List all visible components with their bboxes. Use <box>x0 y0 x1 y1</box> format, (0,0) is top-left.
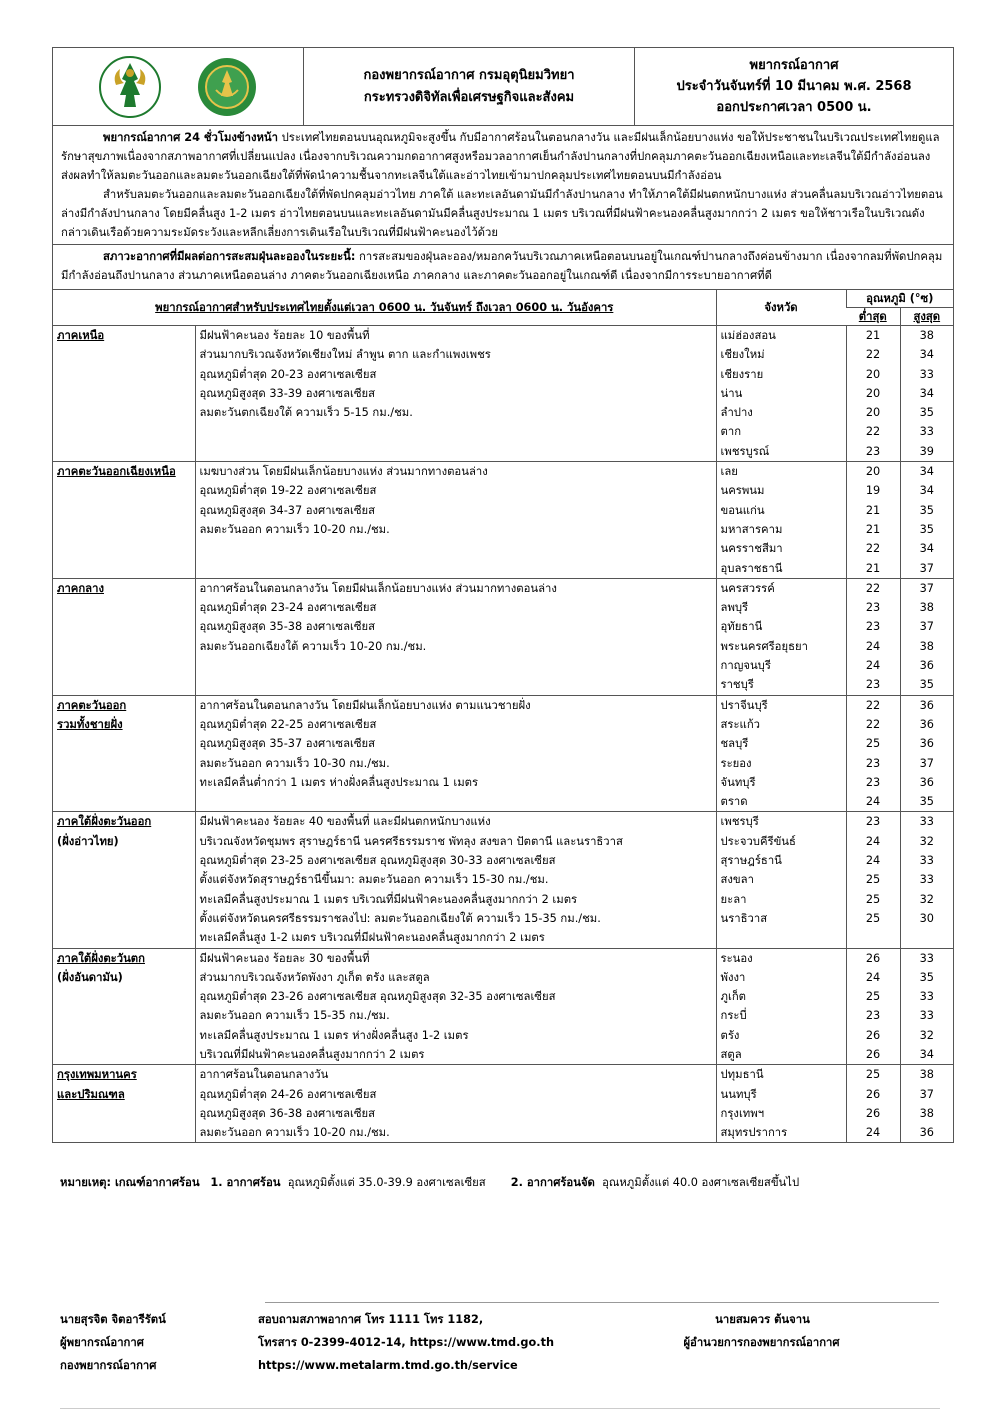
province-cell: สุราษฎร์ธานี <box>716 851 846 870</box>
province-cell: เลย <box>716 462 846 482</box>
table-title: พยากรณ์อากาศสำหรับประเทศไทยตั้งแต่เวลา 0600 น. วันจันทร์ ถึงเวลา 0600 น. วันอังคาร <box>53 290 716 326</box>
table-row <box>53 1104 953 1123</box>
forecast-line: อุณหภูมิต่ำสุด 20-23 องศาเซลเซียส <box>195 365 716 384</box>
director-title: ผู้อำนวยการกองพยากรณ์อากาศ <box>683 1336 840 1349</box>
min-temp-cell: 23 <box>846 442 900 462</box>
forecast-line: อุณหภูมิต่ำสุด 19-22 องศาเซลเซียส <box>195 481 716 500</box>
min-temp-cell: 22 <box>846 422 900 441</box>
min-temp-cell: 26 <box>846 948 900 968</box>
region-cell <box>53 501 195 520</box>
province-cell: ราชบุรี <box>716 675 846 695</box>
forecast-line: อุณหภูมิต่ำสุด 23-26 องศาเซลเซียส อุณหภูมิสูงสุด 32-35 องศาเซลเซียส <box>195 987 716 1006</box>
min-temp-cell: 21 <box>846 326 900 346</box>
max-temp-cell: 35 <box>900 501 953 520</box>
province-cell: ระยอง <box>716 754 846 773</box>
dust-text: การสะสมของฝุ่นละออง/หมอกควันบริเวณภาคเหนือตอนบนอยู่ในเกณฑ์ปานกลางถึงค่อนข้างมาก เนื่องจากลมที่พัดปกคลุมมีกำลังอ่อนถึงปานกลาง ส่วนภาคเหนือตอนล่าง ภาคตะวันออกเฉียงเหนือ ภาคกลาง และภาคตะวันออกอยู่ในเกณฑ์ดี เนื่องจากมีการระบายอากาศที่ดี <box>61 250 943 282</box>
province-cell: เชียงราย <box>716 365 846 384</box>
min-temp-cell: 20 <box>846 403 900 422</box>
region-name: ภาคตะวันออก <box>53 695 195 715</box>
region-cell <box>53 403 195 422</box>
forecast-line: ลมตะวันออก ความเร็ว 10-20 กม./ชม. <box>195 520 716 539</box>
table-row <box>53 403 953 422</box>
region-cell <box>53 1123 195 1142</box>
region-cell <box>53 656 195 675</box>
province-cell: สตูล <box>716 1045 846 1065</box>
table-row <box>53 345 953 364</box>
province-cell: ปราจีนบุรี <box>716 695 846 715</box>
table-row <box>53 832 953 851</box>
province-cell: ภูเก็ต <box>716 987 846 1006</box>
min-temp-cell: 23 <box>846 754 900 773</box>
director-name: นายสมควร ต้นจาน <box>715 1313 810 1326</box>
table-row <box>53 656 953 675</box>
region-name: (ฝั่งอันดามัน) <box>57 970 123 984</box>
max-temp-cell: 33 <box>900 870 953 889</box>
forecast-line: ตั้งแต่จังหวัดสุราษฎร์ธานีขึ้นมา: ลมตะวันออก ความเร็ว 15-30 กม./ชม. <box>195 870 716 889</box>
forecast-line: ส่วนมากบริเวณจังหวัดพังงา ภูเก็ต ตรัง และสตูล <box>195 968 716 987</box>
forecast-line <box>195 559 716 579</box>
region-cell <box>53 422 195 441</box>
max-temp-cell: 33 <box>900 1006 953 1025</box>
max-temp-cell: 35 <box>900 520 953 539</box>
province-cell: นครราชสีมา <box>716 539 846 558</box>
max-temp-cell: 38 <box>900 326 953 346</box>
forecast-line <box>195 675 716 695</box>
forecast-line: ลมตะวันออก ความเร็ว 15-35 กม./ชม. <box>195 1006 716 1025</box>
region-cell <box>53 870 195 889</box>
summary-text-1: ประเทศไทยตอนบนอุณหภูมิจะสูงขึ้น กับมีอากาศร้อนในตอนกลางวัน และมีฝนเล็กน้อยบางแห่ง ขอให้ประชาชนในบริเวณประเทศไทยดูแลรักษาสุขภาพเนื่องจากสภาพอากาศที่เปลี่ยนแปลง เนื่องจากบริเวณความกดอากาศสูงหรือมวลอากาศเย็นกำลังปานกลางที่ปกคลุมภาคตะวันออกเฉียงเหนือและทะเลจีนใต้มีกำลังอ่อนลง ส่งผลทำให้ลมตะวันออกและลมตะวันออกเฉียงใต้ที่พัดนำความชื้นจากทะเลจีนใต้และอ่าวไทยเข้ามาปกคลุมประเทศไทยตอนบนมีกำลังอ่อน <box>61 131 940 182</box>
province-cell: ลำปาง <box>716 403 846 422</box>
table-row <box>53 948 953 968</box>
province-cell: ตรัง <box>716 1026 846 1045</box>
min-temp-cell: 22 <box>846 578 900 598</box>
contact-alert-url[interactable]: https://www.metalarm.tmd.go.th/service <box>258 1359 518 1372</box>
min-temp-cell: 26 <box>846 1085 900 1104</box>
max-temp-cell: 34 <box>900 462 953 482</box>
max-temp-cell: 37 <box>900 617 953 636</box>
table-row <box>53 384 953 403</box>
province-cell: เพชรบุรี <box>716 812 846 832</box>
region-cell <box>53 928 195 948</box>
province-cell: กรุงเทพฯ <box>716 1104 846 1123</box>
contact-phone: สอบถามสภาพอากาศ โทร 1111 โทร 1182, <box>258 1313 484 1326</box>
province-header: จังหวัด <box>716 290 846 326</box>
region-cell <box>53 987 195 1006</box>
forecast-title: พยากรณ์อากาศ <box>749 58 839 73</box>
region-cell <box>53 1006 195 1025</box>
max-temp-cell: 36 <box>900 715 953 734</box>
province-cell: ยะลา <box>716 890 846 909</box>
forecast-line: เมฆบางส่วน โดยมีฝนเล็กน้อยบางแห่ง ส่วนมากทางตอนล่าง <box>195 462 716 482</box>
forecast-line: อุณหภูมิต่ำสุด 22-25 องศาเซลเซียส <box>195 715 716 734</box>
forecast-line: มีฝนฟ้าคะนอง ร้อยละ 10 ของพื้นที่ <box>195 326 716 346</box>
table-row <box>53 442 953 462</box>
forecast-table <box>53 290 953 1142</box>
province-cell: มหาสารคาม <box>716 520 846 539</box>
forecast-line: ทะเลมีคลื่นสูงประมาณ 1 เมตร บริเวณที่มีฝนฟ้าคะนองคลื่นสูงมากกว่า 2 เมตร <box>195 890 716 909</box>
province-cell: อุทัยธานี <box>716 617 846 636</box>
note <box>60 1173 799 1191</box>
forecast-line: บริเวณจังหวัดชุมพร สุราษฎร์ธานี นครศรีธรรมราช พัทลุง สงขลา ปัตตานี และนราธิวาส <box>195 832 716 851</box>
province-cell: พระนครศรีอยุธยา <box>716 637 846 656</box>
forecaster-signature <box>60 1308 166 1377</box>
min-temp-cell: 26 <box>846 1104 900 1123</box>
max-temp-cell: 33 <box>900 987 953 1006</box>
table-row <box>53 598 953 617</box>
forecast-line: มีฝนฟ้าคะนอง ร้อยละ 40 ของพื้นที่ และมีฝนตกหนักบางแห่ง <box>195 812 716 832</box>
temp-header: อุณหภูมิ (°ซ) <box>846 290 953 308</box>
table-row <box>53 851 953 870</box>
min-temp-cell: 20 <box>846 462 900 482</box>
min-temp-cell: 24 <box>846 1123 900 1142</box>
max-temp-cell: 39 <box>900 442 953 462</box>
max-temp-cell: 36 <box>900 773 953 792</box>
max-temp-cell: 36 <box>900 1123 953 1142</box>
province-cell: นนทบุรี <box>716 1085 846 1104</box>
province-cell: กาญจนบุรี <box>716 656 846 675</box>
region-name: และปริมณฑล <box>57 1087 125 1101</box>
min-temp-cell: 26 <box>846 1026 900 1045</box>
forecaster-name: นายสุรจิต จิตอารีรัตน์ <box>60 1313 166 1326</box>
region-cell <box>53 754 195 773</box>
min-temp-cell: 25 <box>846 987 900 1006</box>
max-temp-cell: 37 <box>900 578 953 598</box>
dust-lead: สภาวะอากาศที่มีผลต่อการสะสมฝุ่นละอองในระยะนี้: <box>103 250 356 263</box>
table-row <box>53 754 953 773</box>
max-temp-cell: 33 <box>900 422 953 441</box>
max-temp-cell: 30 <box>900 909 953 928</box>
province-cell: เชียงใหม่ <box>716 345 846 364</box>
forecast-line: อุณหภูมิสูงสุด 36-38 องศาเซลเซียส <box>195 1104 716 1123</box>
forecast-line: ลมตะวันออก ความเร็ว 10-20 กม./ชม. <box>195 1123 716 1142</box>
province-cell: น่าน <box>716 384 846 403</box>
forecast-line: อุณหภูมิต่ำสุด 24-26 องศาเซลเซียส <box>195 1085 716 1104</box>
region-name: กรุงเทพมหานคร <box>53 1065 195 1085</box>
max-temp-cell: 35 <box>900 403 953 422</box>
table-row <box>53 559 953 579</box>
min-temp-cell: 20 <box>846 384 900 403</box>
forecast-line <box>195 422 716 441</box>
table-row <box>53 365 953 384</box>
forecast-line: อุณหภูมิต่ำสุด 23-24 องศาเซลเซียส <box>195 598 716 617</box>
region-cell <box>53 345 195 364</box>
province-cell: อุบลราชธานี <box>716 559 846 579</box>
province-cell: ระนอง <box>716 948 846 968</box>
min-temp-cell: 26 <box>846 1045 900 1065</box>
director-signature <box>675 1308 850 1354</box>
summary-paragraph-2 <box>61 185 945 242</box>
max-temp-cell: 35 <box>900 968 953 987</box>
tmd-logo <box>196 56 258 118</box>
min-temp-cell <box>846 928 900 948</box>
summary-lead: พยากรณ์อากาศ 24 ชั่วโมงข้างหน้า <box>103 131 279 144</box>
min-temp-cell: 24 <box>846 637 900 656</box>
region-cell <box>53 890 195 909</box>
table-row <box>53 890 953 909</box>
min-temp-cell: 24 <box>846 851 900 870</box>
province-cell: จันทบุรี <box>716 773 846 792</box>
table-row <box>53 520 953 539</box>
table-row <box>53 462 953 482</box>
max-temp-cell: 36 <box>900 656 953 675</box>
min-temp-cell: 22 <box>846 695 900 715</box>
summary-text-2: สำหรับลมตะวันออกและลมตะวันออกเฉียงใต้ที่พัดปกคลุมอ่าวไทย ภาคใต้ และทะเลอันดามันมีกำลังปานกลาง ทำให้ภาคใต้มีฝนตกหนักบางแห่ง ส่วนคลื่นลมบริเวณอ่าวไทยตอนล่างมีกำลังปานกลาง โดยมีคลื่นสูง 1-2 เมตร อ่าวไทยตอนบนและทะเลอันดามันมีคลื่นสูงประมาณ 1 เมตร บริเวณที่มีฝนฟ้าคะนองคลื่นสูงมากกว่า 2 เมตร ขอให้ชาวเรือในบริเวณดังกล่าวเดินเรือด้วยความระมัดระวังและหลีกเลี่ยงการเดินเรือในบริเวณที่มีฝนฟ้าคะนองไว้ด้วย <box>61 188 943 239</box>
max-temp-cell: 34 <box>900 384 953 403</box>
province-cell: ตราด <box>716 792 846 812</box>
region-cell <box>53 773 195 792</box>
min-temp-cell: 21 <box>846 520 900 539</box>
min-temp-cell: 24 <box>846 656 900 675</box>
table-row <box>53 715 953 734</box>
region-cell <box>53 617 195 636</box>
org-name: กองพยากรณ์อากาศ กรมอุตุนิยมวิทยา <box>363 67 575 83</box>
forecast-line: บริเวณที่มีฝนฟ้าคะนองคลื่นสูงมากกว่า 2 เมตร <box>195 1045 716 1065</box>
table-row <box>53 637 953 656</box>
max-temp-cell: 33 <box>900 948 953 968</box>
forecast-line: ทะเลมีคลื่นต่ำกว่า 1 เมตร ห่างฝั่งคลื่นสูงประมาณ 1 เมตร <box>195 773 716 792</box>
table-row <box>53 617 953 636</box>
region-name: รวมทั้งชายฝั่ง <box>57 717 123 731</box>
min-temp-cell: 22 <box>846 345 900 364</box>
forecast-table-body <box>53 326 953 1143</box>
note-lead: หมายเหตุ: เกณฑ์อากาศร้อน <box>60 1176 200 1189</box>
max-temp-cell: 36 <box>900 695 953 715</box>
min-temp-cell: 23 <box>846 812 900 832</box>
table-row <box>53 578 953 598</box>
forecast-document <box>52 47 954 1143</box>
region-cell <box>53 851 195 870</box>
forecaster-title: ผู้พยากรณ์อากาศ <box>60 1336 144 1349</box>
max-temp-cell: 33 <box>900 851 953 870</box>
max-temp-cell: 32 <box>900 832 953 851</box>
region-name: ภาคใต้ฝั่งตะวันตก <box>53 948 195 968</box>
forecast-line <box>195 792 716 812</box>
max-temp-cell: 32 <box>900 1026 953 1045</box>
province-cell <box>716 928 846 948</box>
table-row <box>53 326 953 346</box>
region-cell <box>53 637 195 656</box>
min-temp-cell: 19 <box>846 481 900 500</box>
province-cell: นครพนม <box>716 481 846 500</box>
province-cell: แม่ฮ่องสอน <box>716 326 846 346</box>
region-cell <box>53 559 195 579</box>
province-cell: นครสวรรค์ <box>716 578 846 598</box>
forecast-line <box>195 656 716 675</box>
max-temp-cell: 37 <box>900 1085 953 1104</box>
max-temp-cell: 36 <box>900 734 953 753</box>
forecast-title-block <box>635 48 953 125</box>
forecast-date: ประจำวันจันทร์ที่ 10 มีนาคม พ.ศ. 2568 <box>676 79 912 94</box>
table-row <box>53 1045 953 1065</box>
table-row <box>53 539 953 558</box>
region-name: ภาคตะวันออกเฉียงเหนือ <box>53 462 195 482</box>
region-cell <box>53 520 195 539</box>
min-header: ต่ำสุด <box>846 308 900 326</box>
min-temp-cell: 22 <box>846 715 900 734</box>
forecast-line: อุณหภูมิสูงสุด 35-37 องศาเซลเซียส <box>195 734 716 753</box>
summary-paragraph-1 <box>61 128 945 185</box>
forecast-line: มีฝนฟ้าคะนอง ร้อยละ 30 ของพื้นที่ <box>195 948 716 968</box>
forecast-line: อุณหภูมิต่ำสุด 23-25 องศาเซลเซียส อุณหภูมิสูงสุด 30-33 องศาเซลเซียส <box>195 851 716 870</box>
forecast-line: อุณหภูมิสูงสุด 33-39 องศาเซลเซียส <box>195 384 716 403</box>
min-temp-cell: 25 <box>846 870 900 889</box>
table-row <box>53 909 953 928</box>
region-cell <box>53 442 195 462</box>
issue-time: ออกประกาศเวลา 0500 น. <box>716 100 872 115</box>
max-temp-cell: 35 <box>900 675 953 695</box>
min-temp-cell: 23 <box>846 675 900 695</box>
table-row <box>53 1123 953 1142</box>
region-cell <box>53 675 195 695</box>
table-row <box>53 987 953 1006</box>
min-temp-cell: 25 <box>846 890 900 909</box>
forecast-line: อากาศร้อนในตอนกลางวัน โดยมีฝนเล็กน้อยบางแห่ง ตามแนวชายฝั่ง <box>195 695 716 715</box>
forecast-line: ทะเลมีคลื่นสูง 1-2 เมตร บริเวณที่มีฝนฟ้าคะนองคลื่นสูงมากกว่า 2 เมตร <box>195 928 716 948</box>
criterion-1-text: อุณหภูมิตั้งแต่ 35.0-39.9 องศาเซลเซียส <box>287 1176 486 1189</box>
forecast-line: อุณหภูมิสูงสุด 35-38 องศาเซลเซียส <box>195 617 716 636</box>
forecast-line: ลมตะวันตกเฉียงใต้ ความเร็ว 5-15 กม./ชม. <box>195 403 716 422</box>
forecast-line: ลมตะวันออก ความเร็ว 10-30 กม./ชม. <box>195 754 716 773</box>
max-temp-cell: 34 <box>900 345 953 364</box>
table-row <box>53 968 953 987</box>
province-cell: ปทุมธานี <box>716 1065 846 1085</box>
max-temp-cell: 33 <box>900 812 953 832</box>
province-cell: ขอนแก่น <box>716 501 846 520</box>
province-cell: ชลบุรี <box>716 734 846 753</box>
max-temp-cell: 37 <box>900 559 953 579</box>
region-cell <box>53 539 195 558</box>
max-temp-cell: 33 <box>900 365 953 384</box>
min-temp-cell: 22 <box>846 539 900 558</box>
table-row <box>53 695 953 715</box>
region-cell <box>53 384 195 403</box>
logos <box>53 48 304 125</box>
max-temp-cell: 38 <box>900 1065 953 1085</box>
region-cell <box>53 734 195 753</box>
min-temp-cell: 24 <box>846 968 900 987</box>
table-row <box>53 870 953 889</box>
forecast-line: ทะเลมีคลื่นสูงประมาณ 1 เมตร ห่างฝั่งคลื่นสูง 1-2 เมตร <box>195 1026 716 1045</box>
table-row <box>53 675 953 695</box>
forecast-line: อากาศร้อนในตอนกลางวัน โดยมีฝนเล็กน้อยบางแห่ง ส่วนมากทางตอนล่าง <box>195 578 716 598</box>
max-temp-cell: 34 <box>900 539 953 558</box>
table-row <box>53 734 953 753</box>
max-temp-cell <box>900 928 953 948</box>
region-cell <box>53 598 195 617</box>
table-row <box>53 1085 953 1104</box>
summary-section <box>53 126 953 245</box>
province-cell: เพชรบูรณ์ <box>716 442 846 462</box>
table-row <box>53 501 953 520</box>
criterion-1-label: 1. อากาศร้อน <box>210 1176 281 1189</box>
dust-section <box>53 245 953 290</box>
forecast-line: ลมตะวันออกเฉียงใต้ ความเร็ว 10-20 กม./ชม. <box>195 637 716 656</box>
table-row <box>53 1006 953 1025</box>
table-row <box>53 1026 953 1045</box>
region-name: (ฝั่งอ่าวไทย) <box>57 834 119 848</box>
ministry-logo <box>98 55 162 119</box>
contact-fax-web[interactable]: โทรสาร 0-2399-4012-14, https://www.tmd.go.th <box>258 1336 555 1349</box>
criterion-2-label: 2. อากาศร้อนจัด <box>510 1176 595 1189</box>
bottom-rule <box>60 1408 940 1409</box>
min-temp-cell: 21 <box>846 501 900 520</box>
table-row <box>53 422 953 441</box>
table-row <box>53 812 953 832</box>
max-temp-cell: 38 <box>900 598 953 617</box>
forecast-line: อากาศร้อนในตอนกลางวัน <box>195 1065 716 1085</box>
province-cell: ประจวบคีรีขันธ์ <box>716 832 846 851</box>
criterion-2-text: อุณหภูมิตั้งแต่ 40.0 องศาเซลเซียสขึ้นไป <box>602 1176 800 1189</box>
province-cell: ลพบุรี <box>716 598 846 617</box>
table-row <box>53 481 953 500</box>
organization <box>304 48 635 125</box>
min-temp-cell: 24 <box>846 832 900 851</box>
min-temp-cell: 23 <box>846 617 900 636</box>
region-name: ภาคกลาง <box>53 578 195 598</box>
table-row <box>53 928 953 948</box>
province-cell: พังงา <box>716 968 846 987</box>
min-temp-cell: 23 <box>846 1006 900 1025</box>
forecast-line: ส่วนมากบริเวณจังหวัดเชียงใหม่ ลำพูน ตาก และกำแพงเพชร <box>195 345 716 364</box>
max-temp-cell: 38 <box>900 637 953 656</box>
max-header: สูงสุด <box>900 308 953 326</box>
max-temp-cell: 38 <box>900 1104 953 1123</box>
region-cell <box>53 1026 195 1045</box>
province-cell: นราธิวาส <box>716 909 846 928</box>
province-cell: กระบี่ <box>716 1006 846 1025</box>
forecast-line <box>195 539 716 558</box>
max-temp-cell: 35 <box>900 792 953 812</box>
max-temp-cell: 34 <box>900 481 953 500</box>
footer-divider <box>265 1302 939 1303</box>
forecast-line: ตั้งแต่จังหวัดนครศรีธรรมราชลงไป: ลมตะวันออกเฉียงใต้ ความเร็ว 15-35 กม./ชม. <box>195 909 716 928</box>
region-cell <box>53 481 195 500</box>
region-cell <box>53 909 195 928</box>
contact-info <box>258 1308 554 1377</box>
min-temp-cell: 24 <box>846 792 900 812</box>
table-row <box>53 773 953 792</box>
max-temp-cell: 37 <box>900 754 953 773</box>
province-cell: สระแก้ว <box>716 715 846 734</box>
forecaster-division: กองพยากรณ์อากาศ <box>60 1359 157 1372</box>
forecast-line <box>195 442 716 462</box>
header <box>53 48 953 126</box>
table-row <box>53 792 953 812</box>
min-temp-cell: 21 <box>846 559 900 579</box>
region-name: ภาคเหนือ <box>53 326 195 346</box>
min-temp-cell: 23 <box>846 598 900 617</box>
min-temp-cell: 23 <box>846 773 900 792</box>
max-temp-cell: 32 <box>900 890 953 909</box>
forecast-line: อุณหภูมิสูงสุด 34-37 องศาเซลเซียส <box>195 501 716 520</box>
region-cell <box>53 792 195 812</box>
min-temp-cell: 25 <box>846 909 900 928</box>
ministry-name: กระทรวงดิจิทัลเพื่อเศรษฐกิจและสังคม <box>363 89 575 105</box>
province-cell: สงขลา <box>716 870 846 889</box>
region-name: ภาคใต้ฝั่งตะวันออก <box>53 812 195 832</box>
min-temp-cell: 25 <box>846 1065 900 1085</box>
region-cell <box>53 365 195 384</box>
table-row <box>53 1065 953 1085</box>
min-temp-cell: 20 <box>846 365 900 384</box>
min-temp-cell: 25 <box>846 734 900 753</box>
province-cell: ตาก <box>716 422 846 441</box>
province-cell: สมุทรปราการ <box>716 1123 846 1142</box>
region-cell <box>53 1104 195 1123</box>
region-cell <box>53 1045 195 1065</box>
max-temp-cell: 34 <box>900 1045 953 1065</box>
